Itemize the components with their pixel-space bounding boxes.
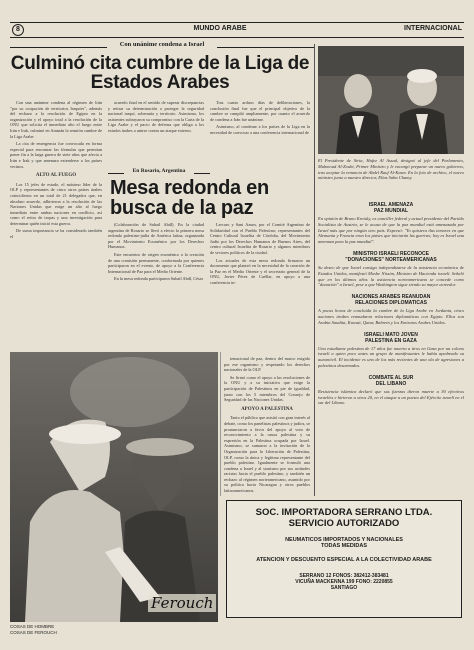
brief-text: Resistencia islámica declaró que sus fuerzas dieron muerte a 30 efectivos israelíes e hirieron a otros 20, en el ataque a un puesto del Ejército israelí en el sur del Líbano. [318, 388, 464, 406]
story2-kicker: En Rosario, Argentina [108, 168, 210, 174]
advertisement [226, 500, 462, 618]
brief-text: En opinión de Bruno Kreisky, ex canciller federal y actual presidente del Partido Socialista de Austria, se le acusa de que la paz mundial está amenazada por Israel más que por ningún otro país. Expresó: "Yo quisiera ilus temores en que Alemania y Francia eran los países que iniciarán las guerras; hoy es Israel una amenaza para la paz mundial". [318, 216, 464, 245]
brief-title: ISRAELI MATO JOVEN PALESTINA EN GAZA [364, 331, 418, 344]
brief-title: NACIONES ARABES REANUDAN RELACIONES DIPLOMATICAS [351, 294, 431, 307]
ad-company: SOC. IMPORTADORA SERRANO LTDA. [255, 507, 433, 518]
main-photo [10, 352, 218, 622]
page-number: 8 [12, 24, 24, 36]
story1-headline: Culminó cita cumbre de la Liga de Estados Arabes [10, 53, 310, 93]
story2-col1: (Colaboración de Suhail Abdl). En la ciudad argentina de Rosario se llevó a efecto la primera mesa redonda palestino-judía de América latina, organizada por el Movimiento Ecuménico por los Derechos Humanos. Este encuentro de origen ecuménico a la creación de una comisión permanente, conformada por quienes participaron en el evento, de apoyo a la Conferencia Internacional de Paz para el Medio Oriente. En la mesa redonda participaron Suhail Abdl, César [108, 222, 204, 282]
brief-text: Su deseo de que Israel consiga independizarse de la asistencia económica de Estados Unidos, manifestó Moshe Nissim, Ministro de Hacienda israelí. Señaló que en los últimos años la asistencia norteamericana se concede como "donación" a Israel, pese a que Washington sigue siendo su mayor acreedor. [318, 264, 464, 288]
story3-middle: temacional de paz, dentro del marco exigido por ese organismo y respetando los derechos nacionales de la OLP. Se firmó como el apoyo a las resoluciones de la ONU y a su iniciativa que exige la participación de Palestinos en pie de igualdad, junto con los 5 miembros del Consejo de Seguridad de las Naciones Unidas. APOYO A PALESTINA Tanto el público que asistió con gran interés al debate, como los panelistas palestinos y judíos, se pronunciaron a favor del apoyo al voto de reconocimiento a la causa palestina y su expresión en la Palestina ocupada por Israel. Asimismo, se sumaron a la invitación de la Organización para la Liberación de Palestina, OLP, como la única y legítima representante del pueblo palestino. Igualmente se formuló una condena a Israel y al sionismo por sus actitudes racistas hacia el pueblo palestino, y también un rechazo al régimen norteamericano, asumido por su política hacia Nicaragua y otros pueblos latinoamericanos. [224, 356, 310, 494]
top-right-photo-caption: El Presidente de Siria, Hafez Al Assad, designó al jefe del Parlamento, Mahmoud Al-Zoubi, Primer Ministro y le encargó preparar un nuevo gobierno, tras aceptar la renuncia de Abdel Rauf Al-Kasm. En la foto de archivo, el nuevo ministro junto a nuestro director, Elías Saba Chamy. [318, 158, 464, 181]
brief-title: COMBATE AL SUR DEL LIBANO [368, 374, 414, 387]
ad-address1: SERRANO 12 FONOS: 382412-383481 [299, 573, 389, 579]
story1-col3: Tras cuatro arduos días de deliberaciones, la conclusión final fue que el principal objetivo de la cumbre se cumplió ampliamente, por cuanto el acuerdo de condena a Irán fue unánime. Asimismo, al condenar a los países de la Liga en la necesidad de convocar a una conferencia internacional de [210, 100, 310, 135]
ad-address2: VICUÑA MACKENNA 199 FONO: 2220855 [295, 579, 393, 585]
story1-col1: Con una unánime condena al régimen de Irán "por su ocupación de territorios Iraquíes", además del rechazo a la resolución de Egipto en la organización y el apoyo total a la resolución de la ONU que solicita el inmediato alto el fuego entre Irán e Irak, culminó en Ammán la reunión cumbre de la Liga Arabe. La cita de emergencia fue convocada en forma especial para encontrar las fórmulas que permitan poner fin a la larga guerra de siete años que afecta a Irán e Irak y que amenaza extenderse a los países vecinos. ALTO AL FUEGO Los 15 jefes de estado, el máximo líder de la OLP y representantes de cinco otros países árabes coincidieron en un total de 21 delegados que, en absoluto acuerdo, adhirieron a la resolución de las Naciones Unidas que exige un alto al fuego inmediato entre ambas naciones en conflicto, así como el retiro de tropas y una investigación para determinar quién inició esta guerra. De suma importancia se ha considerado también el [10, 100, 102, 240]
story2-col2: Lercaro y Sani Azum, por el Comité Argentino de Solidaridad con el Pueblo Palestino; representantes del Centro Cultural Israelita de Córdoba, del Movimiento Judío por los Derechos Humanos de Buenos Aires, del centro cultural Israelita de Rosario y algunos miembros de sectores políticos de la ciudad. Los actuales de esta mesa redonda firmaron un documento que planteó en la necesidad de la creación de la Paz en el Medio Oriente y el secretario general de la ONU, Javier Pérez de Cuéllar, en apoyo a una conferencia in- [210, 222, 310, 285]
story1-col2: acuerdo final en el sentido de superar discrepancias y retirar su determinación a proteger la seguridad nacional iraquí, soberanía y territorio. Asimismo, los asistentes subrayaron su compromiso con la Carta de la Liga Arabe y el pacto de defensa que obliga a los estados árabes a unirse contra un ataque externo. [108, 100, 204, 133]
brief-text: A pocas horas de concluida la cumbre de la Liga Arabe en Jordania, cinco naciones árabes reanudaron relaciones diplomáticas con Egipto. Ellos son Arabia Saudita, Kuwait, Qatar, Bahrein y los Emiratos Arabes Unidos. [318, 308, 464, 325]
ad-city: SANTIAGO [330, 585, 358, 591]
story1-kicker: Con unánime condena a Israel [10, 41, 314, 48]
section-title: MUNDO ARABE [193, 25, 247, 32]
main-photo-caption: COSAS DE HOMBRE COSAS DE FEROUCH [10, 624, 57, 635]
main-photo-image [10, 352, 218, 622]
top-right-photo-image [318, 46, 464, 154]
page-header [10, 22, 464, 38]
brief-text: Una estudiante palestina de 17 años fue muerta a tiros en Gaza por un colono israelí a quien poco antes un grupo de manifestantes le había apedreado su automóvil. El incidente es uno de los más recientes de una ola de agresiones a palestinos desarmados. [318, 345, 464, 368]
ad-offer: ATENCION Y DESCUENTO ESPECIAL A LA COLECTIVIDAD ARABE [256, 557, 432, 563]
photo-signature: Ferouch [148, 594, 216, 612]
brief-title: ISRAEL AMENAZA PAZ MUNDIAL [368, 202, 414, 214]
briefs-column [318, 196, 464, 492]
ad-service: SERVICIO AUTORIZADO [288, 518, 400, 529]
top-right-photo [318, 46, 464, 154]
category-title: INTERNACIONAL [404, 25, 462, 32]
ad-products: NEUMATICOS IMPORTADOS Y NACIONALES TODAS MEDIDAS [285, 537, 403, 549]
brief-title: MINISTRO ISRAELI RECONOCE "DONACIONES" NORTEAMERICANAS [345, 250, 437, 263]
column-divider [314, 44, 315, 496]
column-divider [220, 352, 221, 496]
story2-headline: Mesa redonda en busca de la paz [110, 177, 269, 219]
